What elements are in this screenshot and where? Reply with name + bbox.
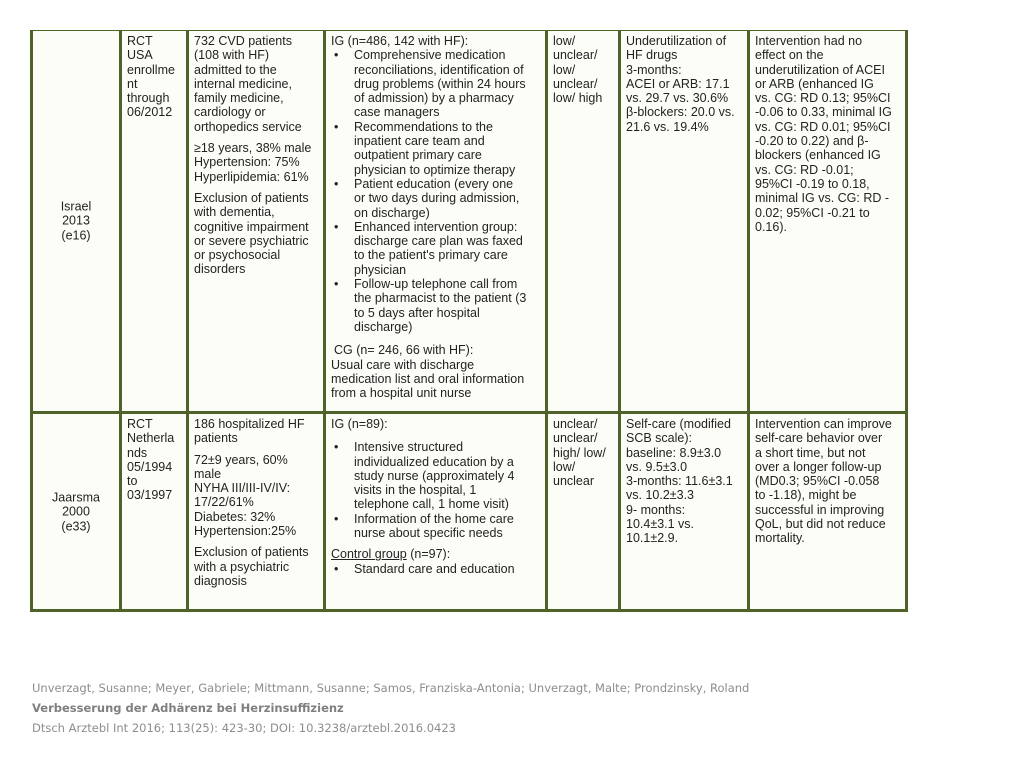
population-text: Exclusion of patients with dementia, cognitive impairment or severe psychiatric or psychosocial disorders	[194, 190, 309, 277]
control-header-suffix: (n=97):	[406, 547, 451, 562]
outcome-text: Underutilization of HF drugs 3-months: ACEI or ARB: 17.1 vs. 29.7 vs. 30.6% β-blockers: 20.0 vs. 21.6 vs. 19.4%	[626, 34, 735, 134]
population-text: 732 CVD patients (108 with HF) admitted to the internal medicine, family medicine, cardiology or orthopedics service	[194, 34, 302, 134]
study-label: Jaarsma 2000 (e33)	[52, 490, 100, 534]
outcome-cell	[621, 414, 750, 610]
result-cell	[750, 414, 905, 610]
intervention-list	[331, 440, 540, 540]
quality-text: unclear/ unclear/ high/ low/ low/ unclear	[553, 417, 606, 489]
population-text: 72±9 years, 60% male NYHA III/III-IV/IV: 17/22/61% Diabetes: 32% Hypertension:25%	[194, 452, 297, 539]
population-cell	[189, 414, 326, 610]
intervention-header: IG (n=89):	[331, 417, 388, 431]
citation-footer	[32, 678, 749, 738]
control-list	[331, 562, 540, 576]
design-cell	[122, 414, 189, 610]
result-text: Intervention can improve self-care behavior over a short time, but not over a longer follow-up (MD0.3; 95%CI -0.058 to -1.18), might be successful in improving QoL, but did not reduce mortality.	[755, 417, 892, 546]
list-item: • Patient education (every one or two days during admission, on discharge)	[331, 177, 540, 220]
control-header: Control group	[331, 547, 407, 562]
list-item: • Enhanced intervention group: discharge care plan was faxed to the patient's primary care physician	[331, 220, 540, 277]
list-item: • Intensive structured individualized education by a study nurse (approximately 4 visits in the hospital, 1 telephone call, 1 home visit)	[331, 440, 540, 511]
intervention-cell	[326, 414, 548, 610]
outcome-text: Self-care (modified SCB scale): baseline: 8.9±3.0 vs. 9.5±3.0 3-months: 11.6±3.1 vs. 10.2±3.3 9- months: 10.4±3.1 vs. 10.1±2.9.	[626, 417, 733, 546]
study-cell	[33, 414, 122, 610]
study-cell	[33, 31, 122, 411]
list-item: • Follow-up telephone call from the pharmacist to the patient (3 to 5 days after hospital discharge)	[331, 277, 540, 334]
study-table	[30, 30, 908, 612]
control-text: Usual care with discharge medication list and oral information from a hospital unit nurse	[331, 357, 525, 401]
study-label: Israel 2013 (e16)	[60, 199, 92, 243]
footer-authors: Unverzagt, Susanne; Meyer, Gabriele; Mittmann, Susanne; Samos, Franziska-Antonia; Unverzagt, Malte; Prondzinsky, Roland	[32, 681, 750, 695]
footer-title: Verbesserung der Adhärenz bei Herzinsuffizienz	[32, 701, 344, 715]
control-header-line	[331, 547, 540, 561]
list-item: • Standard care and education	[331, 562, 540, 576]
list-item: • Information of the home care nurse about specific needs	[331, 512, 540, 541]
list-item: • Comprehensive medication reconciliations, identification of drug problems (within 24 hours of admission) by a pharmacy case managers	[331, 48, 540, 119]
quality-cell	[548, 31, 621, 411]
control-header: CG (n= 246, 66 with HF):	[334, 343, 474, 358]
quality-text: low/ unclear/ low/ unclear/ low/ high	[553, 34, 603, 106]
population-text: Exclusion of patients with a psychiatric diagnosis	[194, 545, 309, 588]
intervention-list	[331, 48, 540, 334]
outcome-cell	[621, 31, 750, 411]
intervention-header: IG (n=486, 142 with HF):	[331, 34, 469, 48]
population-text: 186 hospitalized HF patients	[194, 417, 305, 446]
footer-citation: Dtsch Arztebl Int 2016; 113(25): 423-30; DOI: 10.3238/arztebl.2016.0423	[32, 721, 456, 735]
intervention-cell	[326, 31, 548, 411]
design-text: RCT USA enrollme nt through 06/2012	[127, 34, 175, 120]
table-row	[33, 31, 905, 411]
result-cell	[750, 31, 905, 411]
quality-cell	[548, 414, 621, 610]
design-text: RCT Netherla nds 05/1994 to 03/1997	[127, 417, 175, 503]
table-row	[33, 411, 905, 610]
design-cell	[122, 31, 189, 411]
list-item: • Recommendations to the inpatient care team and outpatient primary care physician to optimize therapy	[331, 120, 540, 177]
result-text: Intervention had no effect on the underutilization of ACEI or ARB (enhanced IG vs. CG: RD 0.13; 95%CI -0.06 to 0.33, minimal IG vs. CG: RD 0.01; 95%CI -0.20 to 0.22) and β- blockers (enhanced IG vs. CG: RD -0.01; 95%CI -0.19 to 0.18, minimal IG vs. CG: RD - 0.02; 95%CI -0.21 to 0.16).	[755, 34, 892, 234]
population-cell	[189, 31, 326, 411]
population-text: ≥18 years, 38% male Hypertension: 75% Hyperlipidemia: 61%	[194, 141, 312, 184]
